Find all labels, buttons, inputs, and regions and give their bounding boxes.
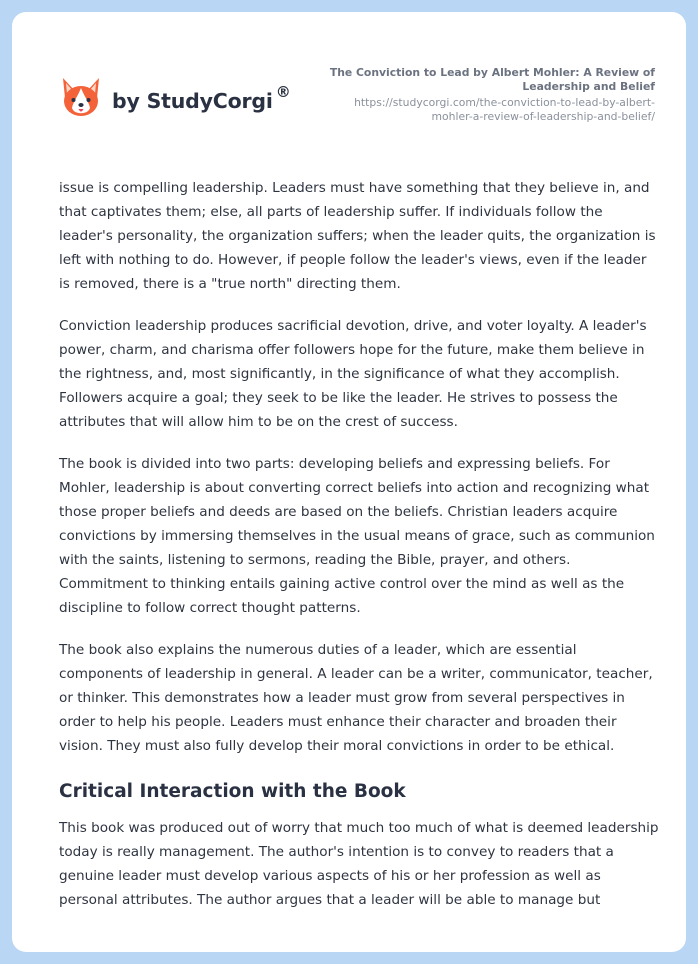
paragraph: This book was produced out of worry that much too much of what is deemed leadership today is really management. The author's intention is to convey to readers that a genuine leader must develop various aspects of his or her profession as well as personal attributes. The author argues that a leader will be able to manage but: [59, 820, 659, 908]
paragraph: Conviction leadership produces sacrificial devotion, drive, and voter loyalty. A leader's power, charm, and charisma offer followers hope for the future, make them believe in the rightness, and, most significantly, in the significance of what they accomplish. Followers acquire a goal; they seek to be like the leader. He strives to possess the attributes that will allow him to be on the crest of success.: [59, 318, 647, 430]
paragraph: The book is divided into two parts: developing beliefs and expressing beliefs. For Mohler, leadership is about converting correct beliefs into action and recognizing what those proper beliefs and deeds are based on the beliefs. Christian leaders acquire convictions by immersing themselves in the usual means of grace, such as communion with the saints, listening to sermons, reading the Bible, prayer, and others. Commitment to thinking entails gaining active control over the mind as well as the discipline to follow correct thought patterns.: [59, 456, 655, 616]
logo-text: [112, 83, 291, 113]
section-heading: Critical Interaction with the Book: [59, 781, 406, 802]
paragraph: The book also explains the numerous duties of a leader, which are essential components of leadership in general. A leader can be a writer, communicator, teacher, or thinker. This demonstrates how a leader must grow from several perspectives in order to help his people. Leaders must enhance their character and broaden their vision. They must also fully develop their moral convictions in order to be ethical.: [59, 642, 653, 754]
document-meta: [315, 66, 655, 124]
document-title: The Conviction to Lead by Albert Mohler: A Review of Leadership and Belief: [329, 66, 655, 93]
article-body: [59, 176, 659, 930]
registered-mark: ®: [275, 83, 291, 101]
logo-wordmark: by StudyCorgi: [112, 89, 273, 113]
document-url[interactable]: https://studycorgi.com/the-conviction-to-lead-by-albert-mohler-a-review-of-leadership-and-belief/: [354, 96, 655, 123]
paragraph: issue is compelling leadership. Leaders must have something that they believe in, and that captivates them; else, all parts of leadership suffer. If individuals follow the leader's personality, the organization suffers; when the leader quits, the organization is left with nothing to do. However, if people follow the leader's views, even if the leader is removed, there is a "true north" directing them.: [59, 180, 656, 292]
corgi-icon: [60, 74, 102, 120]
document-page: [12, 12, 686, 952]
studycorgi-logo[interactable]: [60, 74, 291, 120]
